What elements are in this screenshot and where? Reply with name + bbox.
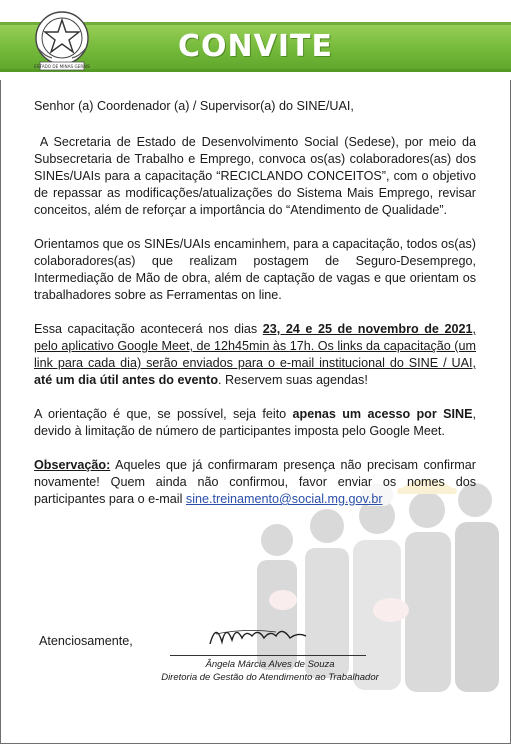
header (0, 0, 511, 80)
single-access-note: apenas um acesso por SINE (292, 407, 473, 421)
paragraph-access: A orientação é que, se possível, seja feito apenas um acesso por SINE, devido à limitação de número de participantes imposta pelo Google Meet. (34, 407, 476, 438)
signer-block (120, 658, 420, 684)
seal-text: ESTADO DE MINAS GERAIS (34, 64, 90, 69)
closing: Atenciosamente, (39, 634, 133, 648)
deadline-note: até um dia útil antes do evento (34, 373, 219, 387)
salutation: Senhor (a) Coordenador (a) / Supervisor(a) do SINE/UAI, (34, 99, 354, 113)
paragraph-schedule: Essa capacitação acontecerá nos dias 23, 24 e 25 de novembro de 2021, pelo aplicativo Google Meet, de 12h45min às 17h. Os links da capacitação (um link para cada dia) serão enviados para o e-mail institucional do SINE / UAI, até um dia útil antes do evento. Reservem suas agendas! (34, 322, 476, 387)
event-dates: 23, 24 e 25 de novembro de 2021 (262, 322, 473, 336)
page-title: CONVITE (178, 29, 333, 64)
letter-body (34, 98, 476, 508)
workers-illustration (249, 470, 507, 742)
signer-title: Diretoria de Gestão do Atendimento ao Trabalhador (161, 672, 379, 683)
contact-email-link[interactable]: sine.treinamento@social.mg.gov.br (185, 492, 383, 506)
signer-name: Ângela Márcia Alves de Souza (205, 659, 335, 670)
coat-of-arms-icon (30, 8, 94, 72)
signature-line (170, 655, 366, 656)
observation-label: Observação: (34, 458, 111, 472)
paragraph-orientation: Orientamos que os SINEs/UAIs encaminhem, para a capacitação, todos os(as) colaboradores(as) que realizam postagem de Seguro-Desemprego, Intermediação de Mão de obra, além de captação de vagas e que orientam os trabalhadores sobre as Ferramentas on line. (34, 237, 476, 302)
paragraph-observation: Observação: Aqueles que já confirmaram presença não precisam confirmar novamente! Quem ainda não confirmou, favor enviar os nomes dos participantes para o e-mail sine.treinamento@social.mg.gov.br (34, 458, 476, 506)
paragraph-invitation: A Secretaria de Estado de Desenvolvimento Social (Sedese), por meio da Subsecretaria de Trabalho e Emprego, convoca os(as) colaboradores(as) dos SINEs/UAIs para a capacitação “RECICLANDO CONCEITOS”, com o objetivo de repassar as modificações/atualizações do Sistema Mais Emprego, revisar conceitos, além de reforçar a importância do “Atendimento de Qualidade”. (34, 135, 477, 217)
handwritten-signature (206, 614, 318, 650)
